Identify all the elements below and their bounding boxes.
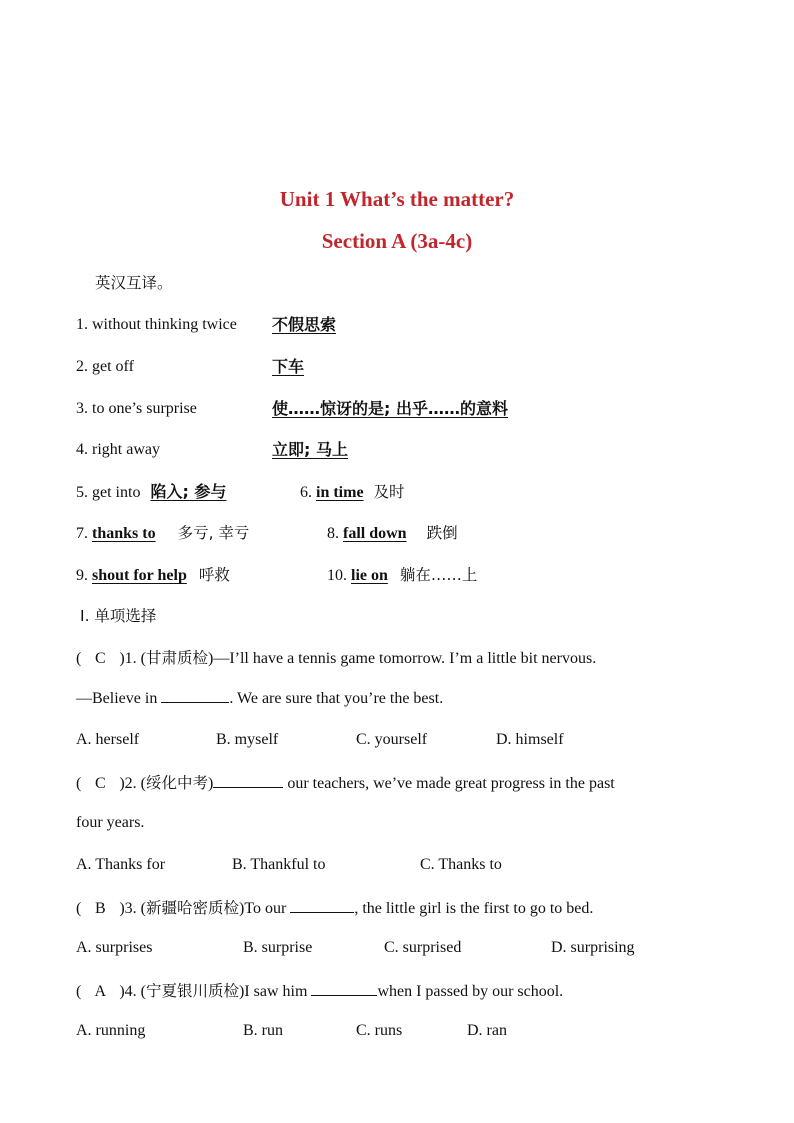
answer-blank (213, 773, 283, 788)
question-text: )To our (239, 900, 291, 917)
answer-blank (311, 981, 377, 996)
vocab-item-4 (76, 440, 348, 460)
answer-letter: B (94, 900, 106, 917)
vocab-answer: fall down (343, 525, 407, 542)
option-b: B. Thankful to (232, 856, 326, 873)
option-c: C. surprised (384, 939, 462, 956)
vocab-item-3 (76, 399, 508, 419)
vocab-answer: 下车 (272, 357, 305, 376)
question-text: . We are sure that you’re the best. (229, 690, 444, 707)
vocab-answer: thanks to (92, 525, 156, 542)
vocab-num: 8. (327, 525, 339, 542)
vocab-item-10 (327, 565, 477, 586)
question-source: 绥化中考 (145, 774, 208, 792)
unit-title: Unit 1 What’s the matter? (279, 187, 515, 211)
question-text: —Believe in (76, 690, 162, 707)
vocab-zh: 躺在……上 (399, 566, 478, 584)
section-heading: Ⅰ. 单项选择 (80, 607, 157, 625)
option-d: D. himself (496, 731, 564, 748)
option-b: B. run (243, 1022, 283, 1039)
question-4-stem (76, 981, 563, 1002)
question-text: our teachers, we’ve made great progress in the past (283, 775, 615, 792)
vocab-en: 3. to one’s surprise (76, 400, 197, 417)
vocab-answer: 不假思索 (272, 315, 337, 334)
vocab-answer: shout for help (92, 567, 187, 584)
vocab-zh: 及时 (373, 483, 405, 501)
question-number: )2. ( (119, 775, 146, 792)
option-c: C. yourself (356, 731, 428, 748)
option-d: D. ran (467, 1022, 507, 1039)
vocab-num: 9. (76, 567, 88, 584)
vocab-zh: 跌倒 (426, 524, 458, 542)
vocab-num: 10. (327, 567, 347, 584)
vocab-answer: 立即; 马上 (272, 440, 348, 459)
vocab-num: 5. get into (76, 484, 141, 501)
question-2-line2: four years. (76, 814, 145, 831)
vocab-item-1 (76, 315, 337, 335)
question-source: 新疆哈密质检 (145, 899, 239, 917)
question-number: )1. ( (119, 650, 146, 667)
question-source: 宁夏银川质检 (145, 982, 239, 1000)
paren-open: ( (76, 900, 82, 917)
option-a: A. Thanks for (76, 856, 166, 873)
question-2-stem (76, 773, 615, 794)
question-text: when I passed by our school. (377, 983, 564, 1000)
option-c: C. Thanks to (420, 856, 502, 873)
question-text: )—I’ll have a tennis game tomorrow. I’m a little bit nervous. (208, 650, 597, 667)
paren-open: ( (76, 775, 82, 792)
question-text: ) (208, 775, 214, 792)
question-text: , the little girl is the first to go to bed. (354, 900, 594, 917)
vocab-item-2 (76, 357, 305, 377)
question-3-stem (76, 898, 593, 919)
question-1-stem (76, 648, 596, 669)
paren-open: ( (76, 983, 82, 1000)
option-b: B. myself (216, 731, 279, 748)
vocab-answer: in time (316, 484, 364, 501)
vocab-zh: 多亏, 幸亏 (177, 524, 250, 542)
vocab-answer: lie on (351, 567, 388, 584)
option-a: A. surprises (76, 939, 153, 956)
vocab-answer: 陷入; 参与 (150, 482, 227, 501)
option-a: A. running (76, 1022, 146, 1039)
vocab-en: 2. get off (76, 358, 134, 375)
answer-letter: C (94, 650, 106, 667)
vocab-en: 4. right away (76, 441, 160, 458)
option-a: A. herself (76, 731, 140, 748)
vocab-instruction: 英汉互译。 (95, 274, 173, 292)
vocab-num: 6. (300, 484, 312, 501)
vocab-item-7-8 (76, 523, 458, 544)
vocab-item-6 (300, 482, 405, 503)
vocab-item-5-6 (76, 482, 405, 503)
vocab-num: 7. (76, 525, 88, 542)
option-c: C. runs (356, 1022, 403, 1039)
paren-open: ( (76, 650, 82, 667)
question-source: 甘肃质检 (145, 649, 208, 667)
vocab-item-8 (327, 523, 458, 544)
question-number: )4. ( (119, 983, 146, 1000)
vocab-item-9-10 (76, 565, 478, 586)
vocab-answer: 使……惊讶的是; 出乎……的意料 (272, 399, 508, 418)
vocab-zh: 呼救 (198, 566, 230, 584)
section-title: Section A (3a-4c) (321, 229, 473, 253)
question-1-line2 (76, 688, 443, 709)
question-number: )3. ( (119, 900, 146, 917)
answer-letter: C (94, 775, 106, 792)
answer-blank (161, 688, 229, 703)
option-b: B. surprise (243, 939, 313, 956)
answer-blank (290, 898, 354, 913)
vocab-en: 1. without thinking twice (76, 316, 237, 333)
question-text: )I saw him (239, 983, 312, 1000)
answer-letter: A (94, 983, 107, 1000)
option-d: D. surprising (551, 939, 635, 956)
